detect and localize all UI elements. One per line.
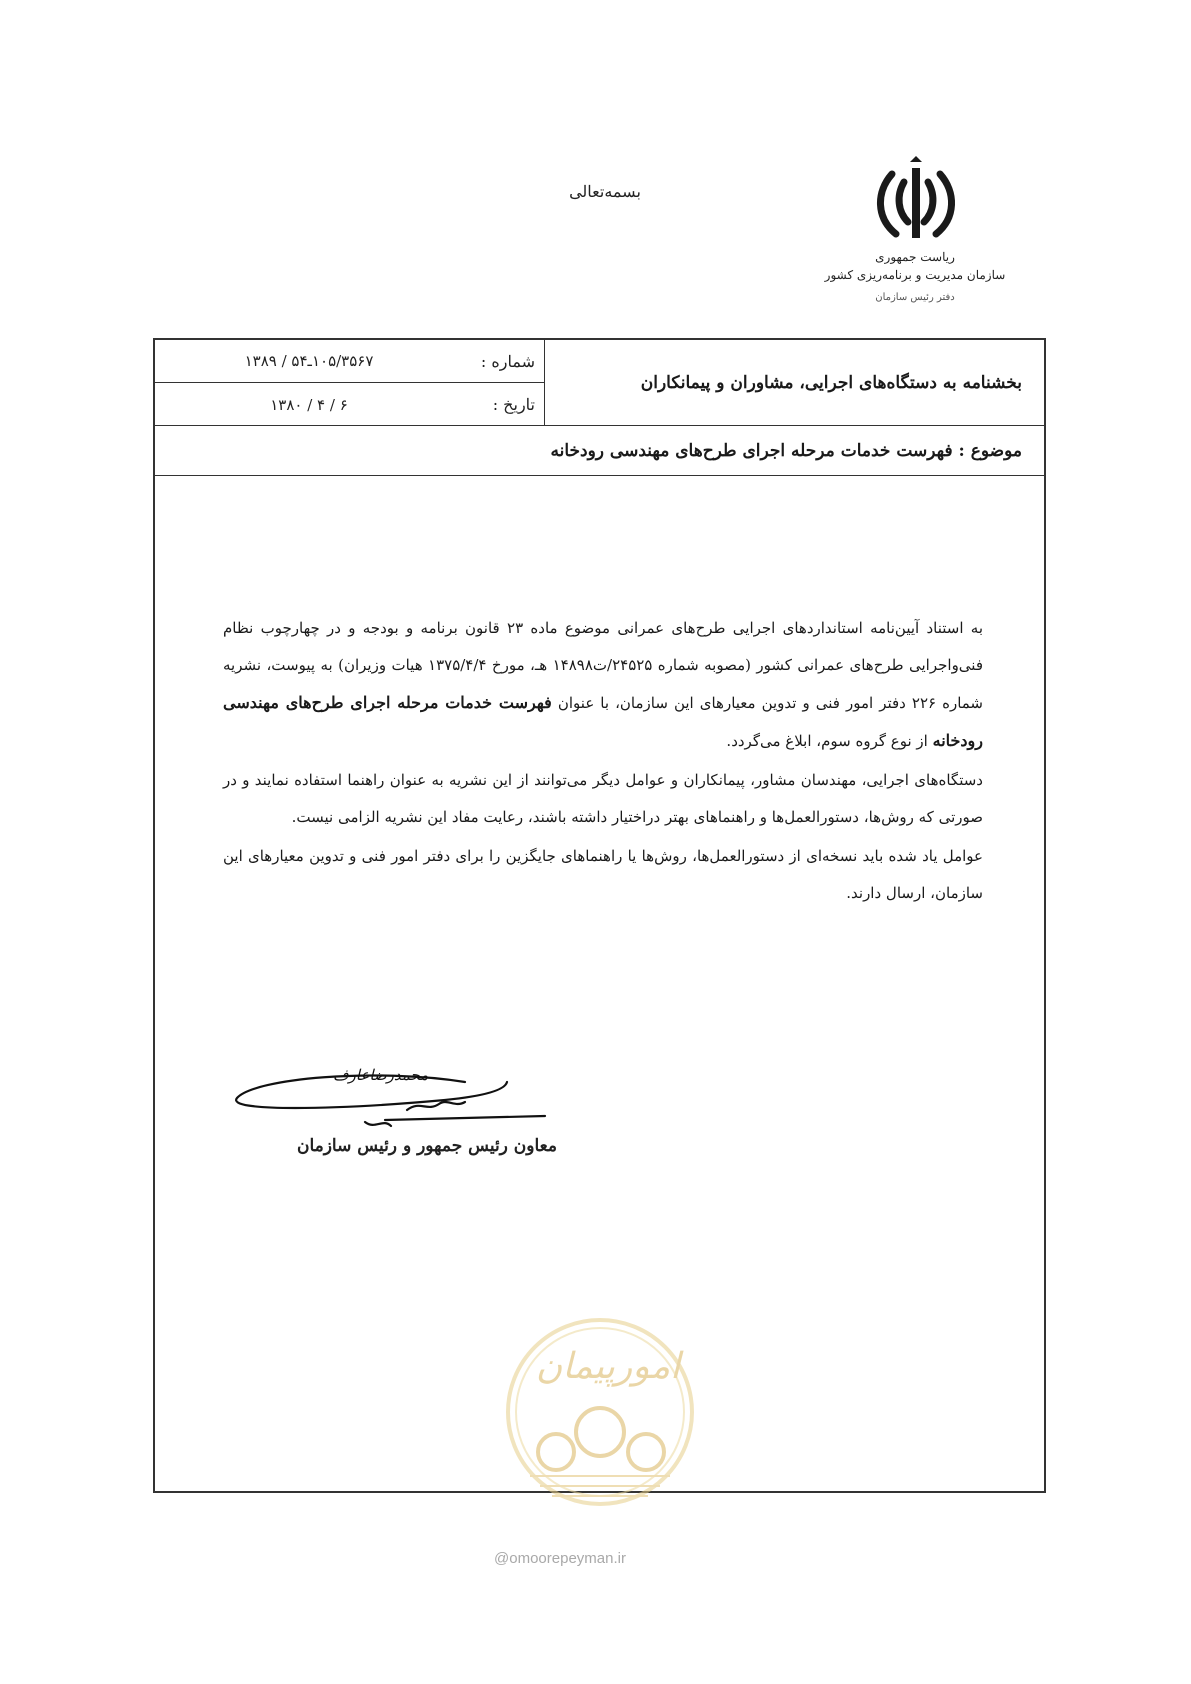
body-paragraph-3: عوامل یاد شده باید نسخه‌ای از دستورالعمل‌ها، روش‌ها یا راهنماهای جایگزین را برای دفتر امور فنی و تدوین معیارهای این سازمان، ارسال دارند. (223, 847, 983, 902)
letter-header-row (155, 340, 1044, 426)
date-label: تاریخ : (492, 395, 535, 414)
date-value: ۱۳۸۰ / ۴ / ۶ (270, 395, 348, 414)
publication-title: فهرست خدمات مرحله اجرای طرح‌های مهندسی رودخانه (223, 693, 983, 750)
letterhead (0, 0, 1191, 320)
body-paragraph-1-text-a: به استناد آیین‌نامه استانداردهای اجرایی طرح‌های عمرانی موضوع ماده ۲۳ قانون برنامه و بودجه و در چهارچوب نظام فنی‌واجرایی طرح‌های عمرانی کشور (مصوبه شماره ۲۴۵۲۵/ت۱۴۸۹۸ هـ، مورخ ۱۳۷۵/۴/۴ هیات وزیران) به پیوست، نشریه شماره ۲۲۶ دفتر امور فنی و تدوین معیارهای این سازمان، با عنوان (223, 619, 984, 712)
org-line-office: دفتر رئیس سازمان (875, 292, 955, 303)
signatory-name: محمدرضاعارف (333, 1066, 429, 1084)
body-paragraph-1 (223, 610, 983, 760)
org-line-organization: سازمان مدیریت و برنامه‌ریزی کشور (824, 268, 1006, 282)
letter-meta-box (155, 340, 545, 426)
number-value: ۱۰۵/۳۵۶۷ـ۵۴ / ۱۳۸۹ (244, 352, 374, 370)
iran-emblem-icon (866, 152, 966, 252)
number-row (155, 340, 545, 383)
addressee-text: بخشنامه به دستگاه‌های اجرایی، مشاوران و پیمانکاران (640, 373, 1022, 393)
body-paragraph-2: دستگاه‌های اجرایی، مهندسان مشاور، پیمانکاران و عوامل دیگر می‌توانند از این نشریه به عنوان راهنما استفاده نمایند و در صورتی که روش‌ها، دستورالعمل‌ها و راهنماهای بهتر دراختیار داشته باشند، رعایت مفاد این نشریه الزامی نیست. (223, 771, 983, 826)
date-row (155, 383, 545, 426)
organization-block (780, 248, 1050, 312)
signature-block (215, 1060, 575, 1170)
signatory-title: معاون رئیس جمهور و رئیس سازمان (296, 1136, 557, 1156)
svg-text:امورپیمان: امورپیمان (535, 1346, 681, 1387)
watermark-seal-icon (490, 1312, 710, 1512)
body-paragraph-1-text-b: از نوع گروه سوم، ابلاغ می‌گردد. (726, 732, 928, 750)
watermark-site-text: @omoorepeyman.ir (494, 1550, 626, 1567)
number-label: شماره : (480, 351, 535, 371)
subject-line: موضوع : فهرست خدمات مرحله اجرای طرح‌های مهندسی رودخانه (155, 426, 1044, 476)
bismillah-text: بسمه‌تعالی (569, 182, 641, 201)
letter-body (223, 610, 983, 914)
org-line-presidency: ریاست جمهوری (875, 250, 955, 264)
